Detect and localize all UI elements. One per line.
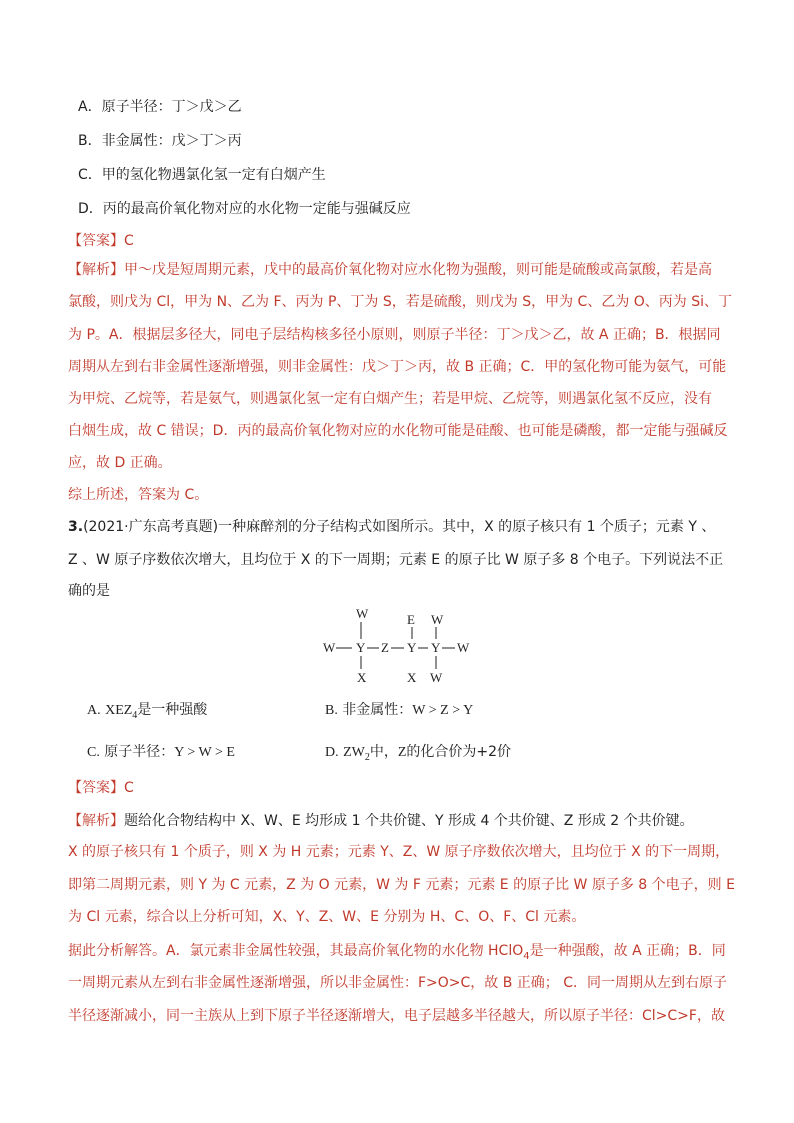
q3-stem-line-2: Z 、W 原子序数依次增大，且均位于 X 的下一周期；元素 E 的原子比 W 原子多 8 个电子。下列说法不正 bbox=[68, 552, 724, 568]
q2-summary: 综上所述，答案为 C。 bbox=[68, 487, 209, 503]
atom-e-top: E bbox=[407, 612, 415, 627]
analysis-text: 甲～戊是短周期元素，戊中的最高价氧化物对应水化物为强酸，则可能是硫酸或高氯酸，若是高 bbox=[124, 262, 712, 278]
q3-analysis-p2-line-2: 一周期元素从左到右非金属性逐渐增强，所以非金属性：F>O>C，故 B 正确； C．同一周期从左到右原子 bbox=[68, 975, 728, 991]
q3-analysis-p2-line-3: 半径逐渐减小，同一主族从上到下原子半径逐渐增大，电子层越多半径越大，所以原子半径：Cl>C>F，故 bbox=[68, 1008, 725, 1024]
q2-analysis-line-5: 为甲烷、乙烷等，若是氨气，则遇氯化氢一定有白烟产生；若是甲烷、乙烷等，则遇氯化氢不反应，没有 bbox=[68, 391, 712, 407]
atom-w-bot: W bbox=[430, 670, 443, 685]
q2-analysis-line-1 bbox=[68, 260, 720, 280]
option-a-prefix: A. bbox=[87, 703, 101, 718]
q2-analysis-line-6: 白烟生成，故 C 错误；D．丙的最高价氧化物对应的水化物可能是硅酸、也可能是磷酸，都一定能与强碱反 bbox=[68, 423, 728, 439]
option-b-text: 非金属性： bbox=[342, 702, 413, 718]
atom-w-top2: W bbox=[431, 612, 444, 627]
atom-y2: Y bbox=[407, 640, 417, 655]
option-d-prefix: D. bbox=[325, 745, 339, 760]
option-d-subscript: 2 bbox=[364, 752, 370, 763]
atom-z: Z bbox=[381, 640, 389, 655]
q3-stem-line-3: 确的是 bbox=[68, 583, 110, 599]
q2-option-b: B．非金属性：戊＞丁＞丙 bbox=[78, 133, 242, 149]
q2-analysis-line-3: 为 P。A．根据层多径大，同电子层结构核多径小原则，则原子半径：丁＞戊＞乙，故 A 正确；B．根据同 bbox=[68, 327, 721, 343]
q2-analysis-line-7: 应，故 D 正确。 bbox=[68, 455, 172, 471]
option-b-formula: W > Z > Y bbox=[412, 703, 474, 718]
atom-x-bot1: X bbox=[357, 670, 367, 685]
option-d-text2: 的化合价为+2价 bbox=[406, 744, 512, 760]
analysis-p2-a: 据此分析解答。A．氯元素非金属性较强，其最高价氧化物的水化物 HClO bbox=[68, 943, 524, 959]
q2-option-a: A．原子半径：丁＞戊＞乙 bbox=[78, 99, 242, 115]
q3-option-c bbox=[87, 742, 235, 763]
atom-y1: Y bbox=[356, 640, 366, 655]
answer-tag: 【答案】 bbox=[68, 780, 124, 796]
option-a-formula: XEZ bbox=[105, 703, 133, 718]
q2-analysis-line-2: 氯酸，则戊为 Cl，甲为 N、乙为 F、丙为 P、丁为 S，若是硫酸，则戊为 S，甲为 C、乙为 O、丙为 Si、丁 bbox=[68, 294, 733, 310]
analysis-tag: 【解析】 bbox=[68, 262, 124, 278]
q3-analysis-p2-line-1 bbox=[68, 941, 726, 961]
q3-analysis-line-1: X 的原子核只有 1 个质子，则 X 为 H 元素；元素 Y、Z、W 原子序数依次增大，且均位于 X 的下一周期， bbox=[68, 844, 730, 860]
q3-option-d bbox=[325, 742, 511, 763]
option-c-formula: Y > W > E bbox=[174, 745, 235, 760]
analysis-tag: 【解析】 bbox=[68, 813, 124, 829]
atom-y3: Y bbox=[431, 640, 441, 655]
analysis-text: 题给化合物结构中 X、W、E 均形成 1 个共价键、Y 形成 4 个共价键、Z 形成 2 个共价键。 bbox=[124, 813, 694, 829]
question-number: 3. bbox=[68, 519, 84, 535]
answer-value: C bbox=[124, 780, 134, 796]
q2-option-c: C．甲的氢化物遇氯化氢一定有白烟产生 bbox=[78, 167, 326, 183]
option-d-formula: ZW bbox=[343, 745, 365, 760]
option-d-z: Z bbox=[397, 745, 407, 760]
q3-analysis-first bbox=[68, 811, 694, 831]
analysis-p2-b: 是一种强酸，故 A 正确；B．同 bbox=[529, 943, 726, 959]
atom-w-top1: W bbox=[356, 606, 369, 621]
answer-tag: 【答案】 bbox=[68, 233, 124, 249]
q2-analysis-line-4: 周期从左到右非金属性逐渐增强，则非金属性：戊＞丁＞丙，故 B 正确；C．甲的氢化物可能为氨气，可能 bbox=[68, 359, 727, 375]
question-source: (2021·广东高考真题) bbox=[83, 519, 219, 535]
option-d-text: 中， bbox=[369, 744, 398, 760]
q3-option-b bbox=[325, 700, 473, 721]
question-stem: 一种麻醉剂的分子结构式如图所示。其中，X 的原子核只有 1 个质子；元素 Y 、 bbox=[218, 519, 716, 535]
q3-stem-line-1 bbox=[68, 517, 715, 537]
option-c-text: 原子半径： bbox=[104, 744, 175, 760]
q2-option-d: D．丙的最高价氧化物对应的水化物一定能与强碱反应 bbox=[78, 201, 411, 217]
option-b-prefix: B. bbox=[325, 703, 338, 718]
option-a-text: 是一种强酸 bbox=[137, 702, 208, 718]
q3-option-a bbox=[87, 700, 207, 721]
answer-value: C bbox=[124, 233, 134, 249]
q3-analysis-line-2: 即第二周期元素，则 Y 为 C 元素，Z 为 O 元素，W 为 F 元素；元素 E 的原子比 W 原子多 8 个电子，则 E bbox=[68, 877, 735, 893]
q3-answer bbox=[68, 778, 134, 798]
atom-w-left: W bbox=[323, 640, 336, 655]
atom-x-bot2: X bbox=[407, 670, 417, 685]
atom-w-right: W bbox=[457, 640, 470, 655]
option-c-prefix: C. bbox=[87, 745, 100, 760]
q2-answer bbox=[68, 231, 134, 251]
q3-analysis-line-3: 为 Cl 元素，综合以上分析可知，X、Y、Z、W、E 分别为 H、C、O、F、Cl 元素。 bbox=[68, 909, 586, 925]
option-a-subscript: 4 bbox=[132, 710, 138, 721]
analysis-p2-sub: 4 bbox=[523, 951, 530, 962]
molecular-structure-diagram bbox=[318, 606, 478, 686]
